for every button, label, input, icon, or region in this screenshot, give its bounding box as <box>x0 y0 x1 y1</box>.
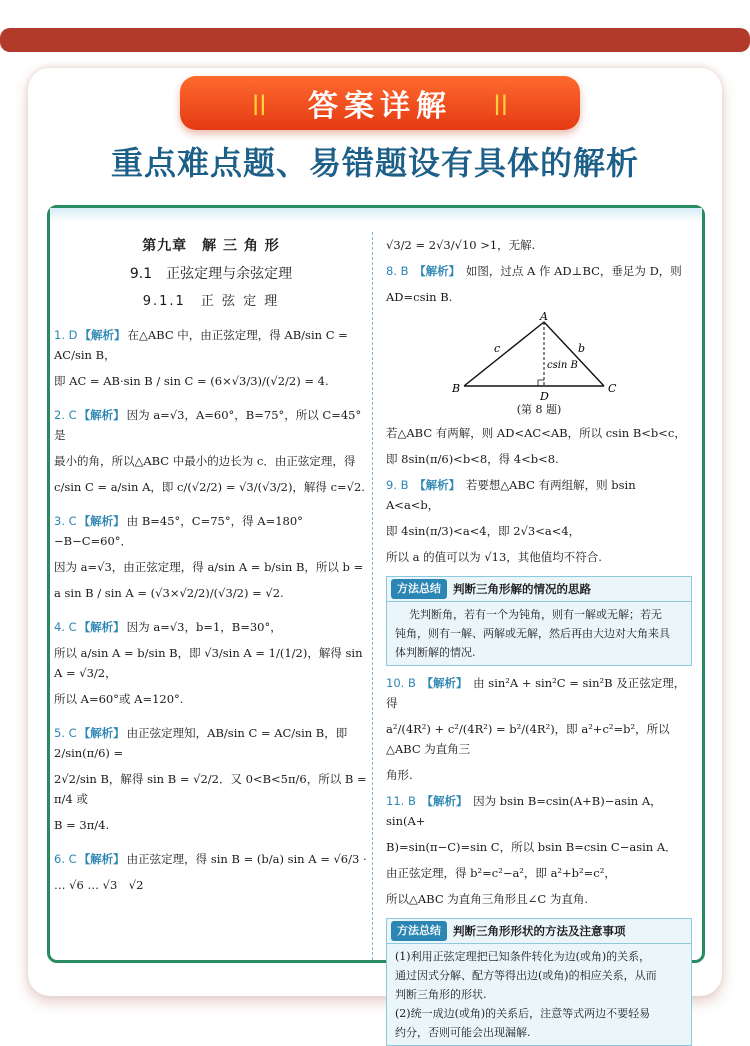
summary-title: 判断三角形形状的方法及注意事项 <box>453 924 626 938</box>
analysis-tag: 【解析】 <box>78 514 125 528</box>
answer-item-11-line4: 所以△ABC 为直角三角形且∠C 为直角. <box>386 892 589 906</box>
answer-item-10 <box>386 670 692 716</box>
item-gap <box>54 394 368 402</box>
banner-title: 答案详解 <box>308 89 452 124</box>
item-number: 9. <box>386 478 397 492</box>
answer-line: 所以 A=60°或 A=120°. <box>54 692 184 706</box>
analysis-tag: 【解析】 <box>78 408 125 422</box>
summary-body <box>387 944 691 1045</box>
top-decor-bar <box>0 28 750 52</box>
section-title: 9.1 正弦定理与余弦定理 <box>129 266 293 282</box>
item-answer: B <box>400 264 409 278</box>
item-answer: D <box>68 328 78 342</box>
side-ac <box>544 322 604 386</box>
side-ab <box>464 322 544 386</box>
item-text: 若要想△ABC 有两组解，则 bsin A<a<b， <box>386 478 636 512</box>
analysis-tag: 【解析】 <box>421 676 468 690</box>
summary-line: 约分，否则可能会出现漏解. <box>395 1026 531 1039</box>
analysis-tag: 【解析】 <box>414 478 461 492</box>
answer-frame <box>47 205 705 1039</box>
answer-item-11-line2: B)=sin(π−C)=sin C，所以 bsin B=csin C−asin A． <box>386 840 677 854</box>
summary-header <box>387 919 691 944</box>
item-number: 2. <box>54 408 65 422</box>
item-text: 由 B=45°，C=75°，得 A=180°−B−C=60°． <box>54 514 303 548</box>
banner-left-mark: || <box>252 91 267 115</box>
label-c: C <box>608 382 617 395</box>
item-text: 在△ABC 中，由正弦定理，得 AB/sin C = AC/sin B， <box>54 328 348 362</box>
answer-item-9-line3: 所以 a 的值可以为 √13，其他值均不符合. <box>386 550 602 564</box>
answer-item-8-line3: 若△ABC 有两解，则 AD<AC<AB，所以 csin B<b<c， <box>386 426 686 440</box>
answer-item-10-line2: a²/(4R²) + c²/(4R²) = b²/(4R²)，即 a²+c²=b²，所以△ABC 为直角三 <box>386 722 670 756</box>
triangle-diagram <box>444 312 634 404</box>
summary-line: (1)利用正弦定理把已知条件转化为边(或角)的关系， <box>395 950 651 963</box>
triangle-figure <box>386 312 692 420</box>
answer-item-9-line2: 即 4sin(π/3)<a<4，即 2√3<a<4， <box>386 524 581 538</box>
analysis-tag: 【解析】 <box>78 852 125 866</box>
answer-line: 即 AC = AB·sin B / sin C = (6×√3/3)/(√2/2) = 4. <box>54 374 329 388</box>
item-text: 因为 bsin B=csin(A+B)−asin A，sin(A+ <box>386 794 662 828</box>
summary-tag: 方法总结 <box>391 579 447 599</box>
answer-item-1 <box>54 322 368 368</box>
item-answer: C <box>68 620 77 634</box>
banner-right-mark: || <box>493 91 508 115</box>
item-gap <box>54 838 368 846</box>
answer-item-8-line2: AD=csin B. <box>386 290 453 304</box>
answer-item-3 <box>54 508 368 554</box>
analysis-tag: 【解析】 <box>421 794 468 808</box>
item-answer: C <box>68 726 77 740</box>
item-gap <box>54 606 368 614</box>
item-answer: B <box>407 676 416 690</box>
item-text: 由正弦定理，得 sin B = (b/a) sin A = √6/3 · <box>126 852 367 866</box>
analysis-tag: 【解析】 <box>78 726 125 740</box>
answer-item-2 <box>54 402 368 448</box>
label-d: D <box>540 390 549 403</box>
answer-line: c/sin C = a/sin A，即 c/(√2/2) = √3/(√3/2)，解得 c=√2. <box>54 480 365 494</box>
answer-line: … √6 … √3 √2 <box>54 878 144 892</box>
answer-line: B = 3π/4. <box>54 818 110 832</box>
title-banner <box>180 76 580 130</box>
answer-item-8-line4: 即 8sin(π/6)<b<8，得 4<b<8. <box>386 452 559 466</box>
label-side-b: b <box>578 342 586 355</box>
item-answer: B <box>400 478 409 492</box>
summary-tag: 方法总结 <box>391 921 447 941</box>
column-divider <box>372 232 373 960</box>
right-angle-mark <box>538 380 544 386</box>
chapter-title: 第九章 解 三 角 形 <box>142 238 280 254</box>
method-summary-2 <box>386 918 692 1046</box>
left-column <box>54 208 368 960</box>
summary-line: 通过因式分解、配方等得出边(或角)的相应关系，从而 <box>395 969 657 982</box>
page-subtitle: 重点难点题、易错题设有具体的解析 <box>110 144 639 182</box>
item-gap <box>54 500 368 508</box>
answer-item-9 <box>386 472 692 518</box>
analysis-tag: 【解析】 <box>414 264 461 278</box>
answer-item-8 <box>386 258 692 284</box>
item-answer: B <box>407 794 416 808</box>
answer-item-11 <box>386 788 692 834</box>
item-text: 由 sin²A + sin²C = sin²B 及正弦定理，得 <box>386 676 686 710</box>
item-answer: C <box>68 408 77 422</box>
item-gap <box>54 712 368 720</box>
label-b: B <box>452 382 461 395</box>
item-text: 因为 a=√3，b=1，B=30°， <box>126 620 282 634</box>
label-a: A <box>540 310 548 323</box>
item-number: 10. <box>386 676 405 690</box>
item-number: 3. <box>54 514 65 528</box>
summary-body <box>387 602 691 665</box>
item-number: 4. <box>54 620 65 634</box>
label-side-c: c <box>494 342 501 355</box>
summary-line: (2)统一成边(或角)的关系后，注意等式两边不要轻易 <box>395 1007 651 1020</box>
analysis-tag: 【解析】 <box>79 328 126 342</box>
item-gap <box>54 898 368 906</box>
summary-line: 判断三角形的形状. <box>395 988 487 1001</box>
summary-line: 先判断角，若有一个为钝角，则有一解或无解；若无 <box>409 608 662 621</box>
method-summary-1 <box>386 576 692 666</box>
analysis-tag: 【解析】 <box>78 620 125 634</box>
item-text: 如图，过点 A 作 AD⊥BC，垂足为 D，则 <box>465 264 682 278</box>
item-answer: C <box>68 852 77 866</box>
subsection-title: 9.1.1 正 弦 定 理 <box>142 294 280 309</box>
answer-line: 所以 a/sin A = b/sin B，即 √3/sin A = 1/(1/2)，解得 sin A = √3/2， <box>54 646 363 680</box>
left-answer-list <box>54 322 368 906</box>
answer-item-5 <box>54 720 368 766</box>
answer-line: a sin B / sin A = (√3×√2/2)/(√3/2) = √2. <box>54 586 284 600</box>
answer-item-4 <box>54 614 368 640</box>
answer-item-6 <box>54 846 368 872</box>
summary-line: 钝角，则有一解、两解或无解，然后再由大边对大角来具 <box>395 627 670 640</box>
answer-7-continued: √3/2 = 2√3/√10 >1，无解. <box>386 238 536 252</box>
answer-line: 因为 a=√3，由正弦定理，得 a/sin A = b/sin B，所以 b = <box>54 560 364 574</box>
item-text: 由正弦定理知，AB/sin C = AC/sin B，即 2/sin(π/6) = <box>54 726 348 760</box>
item-number: 6. <box>54 852 65 866</box>
item-number: 8. <box>386 264 397 278</box>
summary-title: 判断三角形解的情况的思路 <box>453 582 591 596</box>
item-answer: C <box>68 514 77 528</box>
item-number: 1. <box>54 328 65 342</box>
answer-item-11-line3: 由正弦定理，得 b²=c²−a²，即 a²+b²=c²， <box>386 866 616 880</box>
summary-line: 体判断解的情况. <box>395 646 476 659</box>
item-number: 11. <box>386 794 405 808</box>
answer-line: 最小的角，所以△ABC 中最小的边长为 c．由正弦定理，得 <box>54 454 356 468</box>
figure-caption: (第 8 题) <box>516 403 562 416</box>
answer-line: 2√2/sin B，解得 sin B = √2/2．又 0<B<5π/6，所以 B = π/4 或 <box>54 772 367 806</box>
answer-item-10-line3: 角形. <box>386 768 413 782</box>
item-number: 5. <box>54 726 65 740</box>
right-column <box>386 208 692 1039</box>
label-csinb: csin B <box>547 360 578 371</box>
item-text: 因为 a=√3，A=60°，B=75°，所以 C=45°是 <box>54 408 362 442</box>
summary-header <box>387 577 691 602</box>
